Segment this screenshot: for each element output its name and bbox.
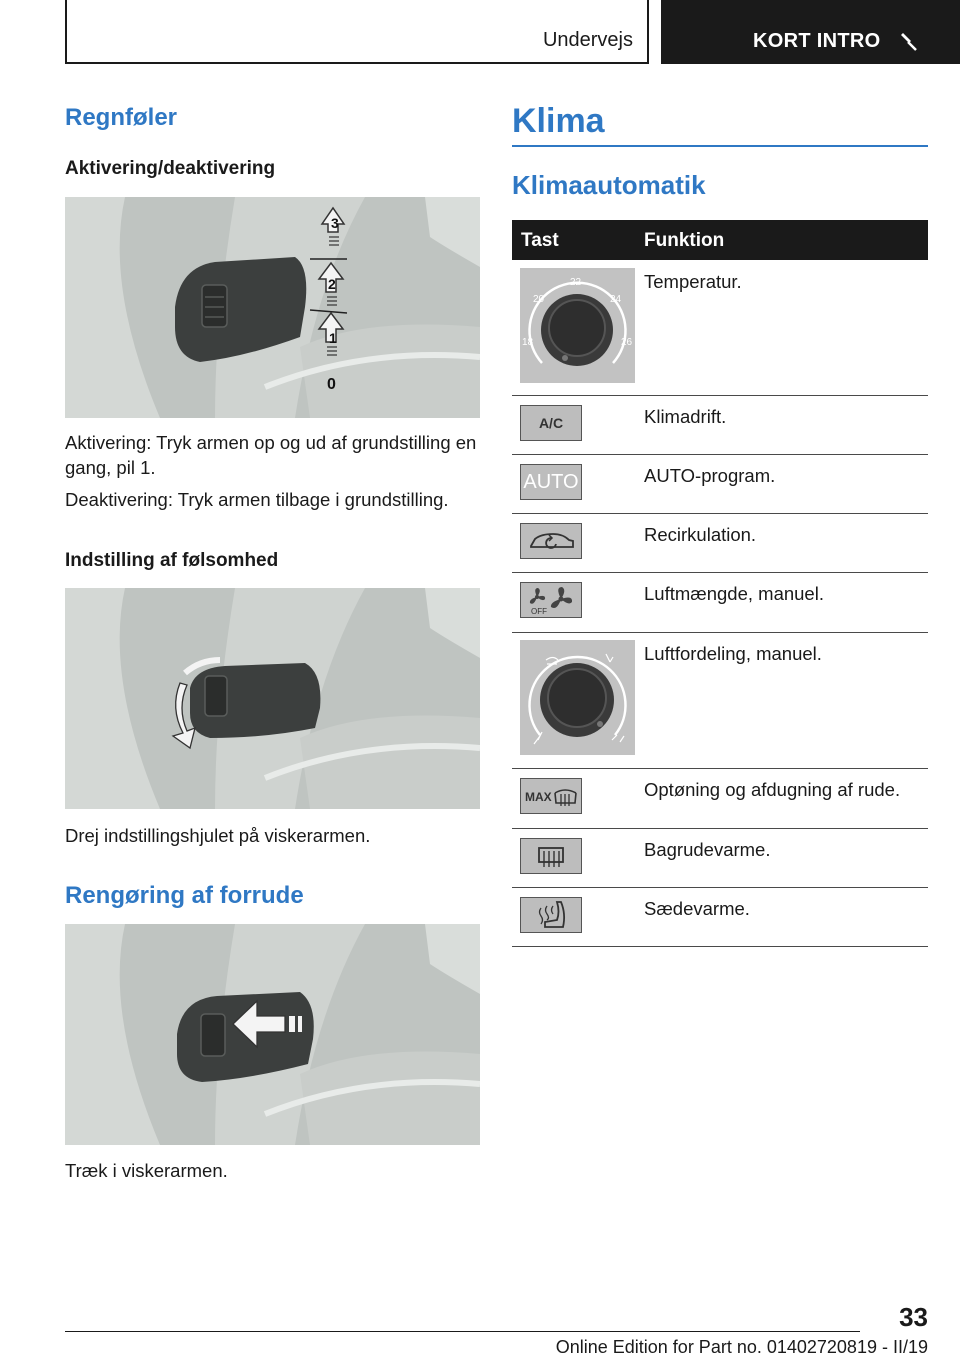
func-klimadrift: Klimadrift. (644, 406, 727, 427)
photo-wiper-pull (65, 924, 480, 1145)
heading-rule (512, 145, 928, 147)
temperature-knob-icon (520, 268, 635, 383)
func-auto: AUTO-program. (644, 465, 776, 486)
table-row (512, 828, 928, 888)
heading-rengoring: Rengøring af forrude (65, 882, 304, 909)
fan-off-label: OFF (531, 607, 547, 616)
photo-sensitivity-wheel (65, 588, 480, 809)
func-recirkulation: Recirkulation. (644, 524, 757, 545)
heading-klimaautomatik: Klimaautomatik (512, 170, 706, 200)
table-row (512, 513, 928, 573)
func-bagrudevarme: Bagrudevarme. (644, 839, 771, 860)
text-folsomhed: Drej indstillingshjulet på viskerarmen. (65, 825, 371, 846)
table-header (512, 220, 928, 260)
func-optoning: Optøning og afdugning af rude. (644, 779, 901, 800)
heading-klima: Klima (512, 102, 605, 140)
table-row (512, 454, 928, 514)
func-luftfordeling: Luftfordeling, manuel. (644, 643, 822, 664)
func-luftmaengde: Luftmængde, manuel. (644, 583, 824, 604)
text-deaktivering: Deaktivering: Tryk armen tilbage i grundstilling. (65, 489, 449, 510)
footer-edition: Online Edition for Part no. 01402720819 - II/19 (555, 1337, 928, 1357)
page-number: 33 (899, 1302, 928, 1332)
temp-label-20: 20 (533, 294, 545, 305)
auto-button-icon: AUTO (520, 464, 582, 500)
max-defrost-icon (520, 778, 582, 814)
footer-rule (65, 1331, 860, 1332)
temp-label-26: 26 (621, 337, 633, 348)
table-row (512, 260, 928, 396)
heading-folsomhed: Indstilling af følsomhed (65, 550, 279, 571)
func-temperatur: Temperatur. (644, 271, 742, 292)
photo-rain-sensor-stalk (65, 197, 480, 418)
col-tast: Tast (521, 230, 559, 251)
stalk-label-3: 3 (331, 215, 339, 231)
air-distribution-knob-icon (520, 640, 635, 755)
stalk-label-2: 2 (328, 276, 336, 292)
stalk-label-0: 0 (327, 376, 336, 393)
max-label: MAX (525, 790, 552, 804)
text-rengoring: Træk i viskerarmen. (65, 1160, 228, 1181)
table-row (512, 632, 928, 769)
stalk-label-1: 1 (329, 330, 337, 346)
temp-label-18: 18 (522, 337, 534, 348)
recirculation-icon (520, 523, 582, 559)
header-left-box (65, 0, 649, 64)
table-row (512, 887, 928, 947)
text-aktivering: Aktivering: Tryk armen op og ud af grundstilling en gang, pil 1. (65, 432, 477, 478)
header-right-box (661, 0, 960, 64)
ac-button-icon: A/C (520, 405, 582, 441)
heading-aktivering: Aktivering/deaktivering (65, 158, 276, 179)
seat-heat-icon (520, 897, 582, 933)
header-section: Undervejs (542, 29, 633, 51)
temp-label-22: 22 (570, 277, 582, 288)
table-row (512, 768, 928, 829)
table-row (512, 395, 928, 455)
rear-window-heat-icon (520, 838, 582, 874)
fan-icon (520, 582, 582, 618)
col-funktion: Funktion (644, 230, 725, 251)
temp-label-24: 24 (610, 294, 622, 305)
table-row (512, 572, 928, 633)
pin-icon (898, 30, 920, 52)
heading-regnfoler: Regnføler (65, 104, 178, 131)
header-title: KORT INTRO (753, 30, 881, 52)
func-saedevarme: Sædevarme. (644, 898, 750, 919)
